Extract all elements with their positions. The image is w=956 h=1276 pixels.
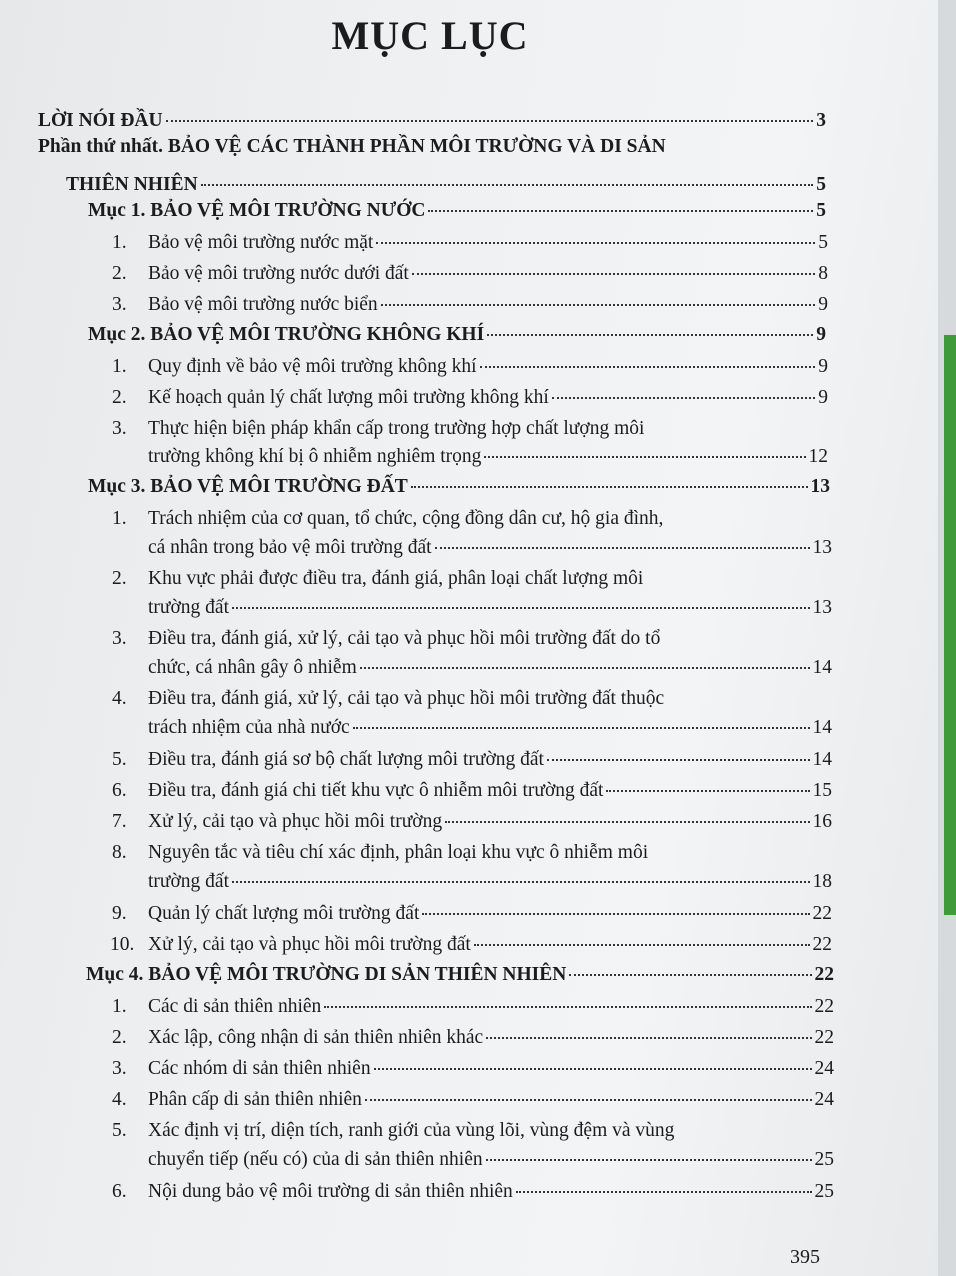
toc-item[interactable]: Phân cấp di sản thiên nhiên 24 (148, 1089, 834, 1110)
item-first-line: Điều tra, đánh giá, xử lý, cải tạo và phục hồi môi trường đất thuộc (148, 688, 665, 709)
item-first-line: Thực hiện biện pháp khẩn cấp trong trường hợp chất lượng môi (148, 418, 645, 439)
item-number: 4. (112, 688, 127, 709)
toc-item[interactable]: trường đất 13 (148, 597, 832, 618)
toc-item[interactable]: trường đất 18 (148, 871, 832, 892)
item-number: 2. (112, 387, 127, 408)
toc-title: MỤC LỤC (331, 13, 529, 58)
toc-entry-preface[interactable]: LỜI NÓI ĐẦU 3 (38, 110, 826, 131)
toc-item[interactable]: Các nhóm di sản thiên nhiên 24 (148, 1058, 834, 1079)
item-first-line: Nguyên tắc và tiêu chí xác định, phân loại khu vực ô nhiễm môi (148, 842, 649, 863)
toc-item[interactable]: Bảo vệ môi trường nước mặt 5 (148, 232, 828, 253)
toc-item[interactable]: Xác lập, công nhận di sản thiên nhiên khác 22 (148, 1027, 834, 1048)
toc-item[interactable]: cá nhân trong bảo vệ môi trường đất 13 (148, 537, 832, 558)
item-number: 2. (112, 263, 127, 284)
toc-item[interactable]: Nội dung bảo vệ môi trường di sản thiên nhiên 25 (148, 1181, 834, 1202)
toc-entry-part1[interactable]: THIÊN NHIÊN 5 (66, 174, 826, 195)
toc-item[interactable]: Bảo vệ môi trường nước biển 9 (148, 294, 828, 315)
item-number: 6. (112, 1181, 127, 1202)
item-first-line: Khu vực phải được điều tra, đánh giá, phân loại chất lượng môi (148, 568, 644, 589)
toc-item[interactable]: Xử lý, cải tạo và phục hồi môi trường 16 (148, 811, 832, 832)
item-number: 1. (112, 356, 127, 377)
item-first-line: Xác định vị trí, diện tích, ranh giới của vùng lõi, vùng đệm và vùng (148, 1120, 675, 1141)
page-number: 395 (790, 1246, 820, 1268)
item-number: 5. (112, 749, 127, 770)
toc-item[interactable]: Điều tra, đánh giá sơ bộ chất lượng môi trường đất 14 (148, 749, 832, 770)
toc-item[interactable]: chuyển tiếp (nếu có) của di sản thiên nhiên 25 (148, 1149, 834, 1170)
item-number: 4. (112, 1089, 127, 1110)
item-number: 3. (112, 418, 127, 439)
toc-item[interactable]: Kế hoạch quản lý chất lượng môi trường không khí 9 (148, 387, 828, 408)
part1-title-line1: Phần thứ nhất. BẢO VỆ CÁC THÀNH PHẦN MÔI TRƯỜNG VÀ DI SẢN (38, 136, 666, 157)
item-number: 3. (112, 1058, 127, 1079)
toc-item[interactable]: trách nhiệm của nhà nước 14 (148, 717, 832, 738)
toc-item[interactable]: Quản lý chất lượng môi trường đất 22 (148, 903, 832, 924)
green-tab (944, 335, 956, 915)
toc-item[interactable]: Bảo vệ môi trường nước dưới đất 8 (148, 263, 828, 284)
toc-item[interactable]: Các di sản thiên nhiên 22 (148, 996, 834, 1017)
item-first-line: Điều tra, đánh giá, xử lý, cải tạo và phục hồi môi trường đất do tổ (148, 628, 661, 649)
toc-section-1[interactable]: Mục 1. BẢO VỆ MÔI TRƯỜNG NƯỚC 5 (88, 200, 826, 221)
item-number: 7. (112, 811, 127, 832)
item-first-line: Trách nhiệm của cơ quan, tổ chức, cộng đồng dân cư, hộ gia đình, (148, 508, 664, 529)
toc-item[interactable]: chức, cá nhân gây ô nhiễm 14 (148, 657, 832, 678)
item-number: 6. (112, 780, 127, 801)
item-number: 1. (112, 996, 127, 1017)
toc-item[interactable]: Quy định về bảo vệ môi trường không khí 9 (148, 356, 828, 377)
item-number: 10. (110, 934, 135, 955)
toc-section-2[interactable]: Mục 2. BẢO VỆ MÔI TRƯỜNG KHÔNG KHÍ 9 (88, 324, 826, 345)
toc-item[interactable]: Điều tra, đánh giá chi tiết khu vực ô nhiễm môi trường đất 15 (148, 780, 832, 801)
item-number: 2. (112, 1027, 127, 1048)
toc-item[interactable]: trường không khí bị ô nhiễm nghiêm trọng 12 (148, 446, 828, 467)
item-number: 3. (112, 294, 127, 315)
toc-section-4[interactable]: Mục 4. BẢO VỆ MÔI TRƯỜNG DI SẢN THIÊN NHIÊN 22 (86, 964, 834, 985)
toc-item[interactable]: Xử lý, cải tạo và phục hồi môi trường đất 22 (148, 934, 832, 955)
item-number: 1. (112, 232, 127, 253)
item-number: 1. (112, 508, 127, 529)
item-number: 2. (112, 568, 127, 589)
item-number: 9. (112, 903, 127, 924)
item-number: 8. (112, 842, 127, 863)
toc-section-3[interactable]: Mục 3. BẢO VỆ MÔI TRƯỜNG ĐẤT 13 (88, 476, 830, 497)
item-number: 3. (112, 628, 127, 649)
item-number: 5. (112, 1120, 127, 1141)
